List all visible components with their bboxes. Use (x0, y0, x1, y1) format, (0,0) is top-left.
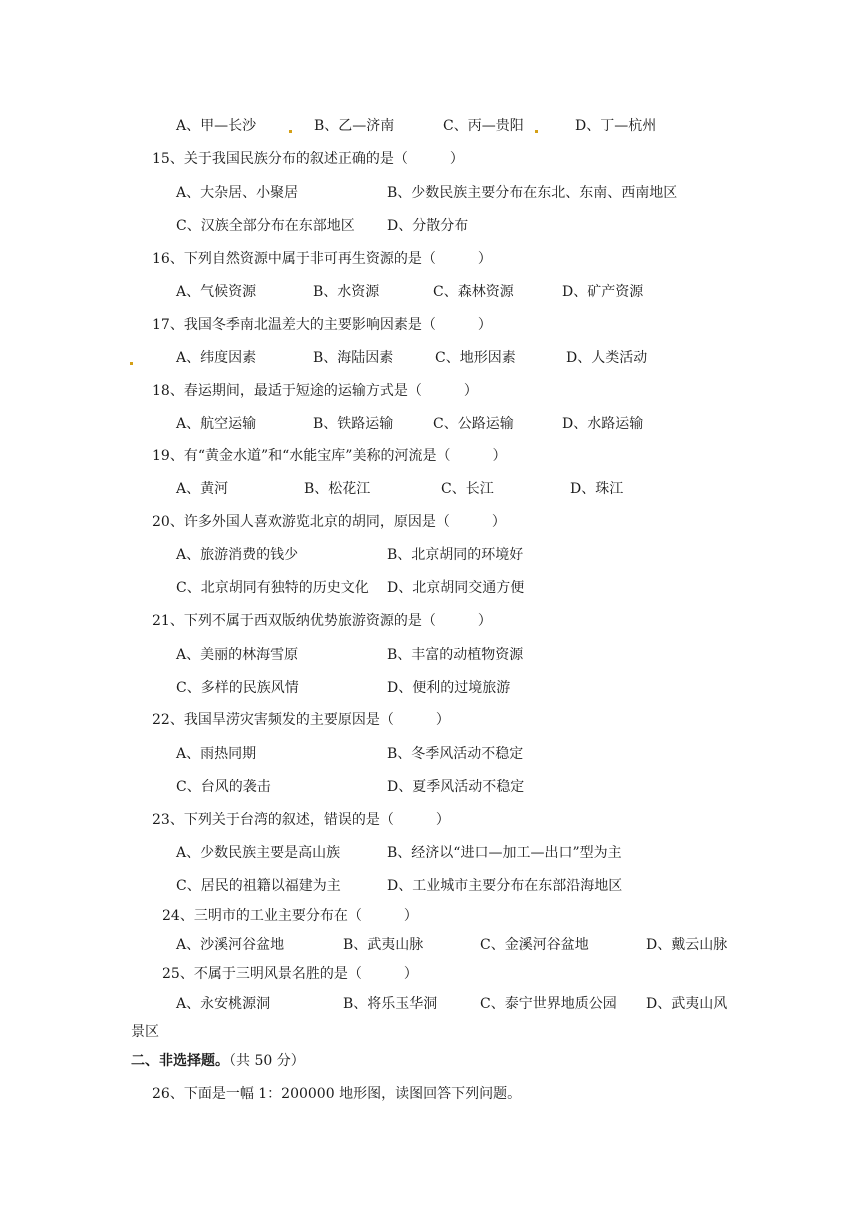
q21-option-d: D、便利的过境旅游 (387, 680, 511, 696)
q25-option-b: B、将乐玉华洞 (343, 996, 438, 1012)
section-score: （共 50 分） (229, 1053, 305, 1069)
q21-option-c: C、多样的民族风情 (176, 680, 299, 696)
q23-option-d: D、工业城市主要分布在东部沿海地区 (387, 878, 623, 894)
q15-option-c: C、汉族全部分布在东部地区 (176, 218, 355, 234)
q18-option-b: B、铁路运输 (313, 416, 394, 432)
q17-option-d: D、人类活动 (566, 350, 648, 366)
q19-option-c: C、长江 (441, 481, 494, 497)
q23-option-b: B、经济以“进口—加工—出口”型为主 (387, 845, 622, 861)
q20-option-a: A、旅游消费的钱少 (176, 547, 299, 563)
q19-option-a: A、黄河 (176, 481, 229, 497)
q22-option-c: C、台风的袭击 (176, 779, 271, 795)
q22-option-b: B、冬季风活动不稳定 (387, 746, 524, 762)
q18-option-c: C、公路运输 (433, 416, 514, 432)
q17-stem: 17、我国冬季南北温差大的主要影响因素是（ ） (152, 317, 492, 333)
q22-option-d: D、夏季风活动不稳定 (387, 779, 525, 795)
q20-option-b: B、北京胡同的环境好 (387, 547, 524, 563)
print-speck (130, 362, 133, 365)
q21-stem: 21、下列不属于西双版纳优势旅游资源的是（ ） (152, 613, 492, 629)
q19-option-d: D、珠江 (570, 481, 624, 497)
q16-stem: 16、下列自然资源中属于非可再生资源的是（ ） (152, 251, 492, 267)
q24-option-c: C、金溪河谷盆地 (480, 937, 589, 953)
q20-option-c: C、北京胡同有独特的历史文化 (176, 580, 369, 596)
q26-stem: 26、下面是一幅 1：200000 地形图，读图回答下列问题。 (152, 1086, 522, 1102)
q24-option-b: B、武夷山脉 (343, 937, 424, 953)
q16-option-a: A、气候资源 (176, 284, 257, 300)
print-speck (535, 130, 538, 133)
q22-stem: 22、我国旱涝灾害频发的主要原因是（ ） (152, 712, 450, 728)
q15-option-a: A、大杂居、小聚居 (176, 185, 299, 201)
q22-option-a: A、雨热同期 (176, 746, 257, 762)
q24-option-d: D、戴云山脉 (646, 937, 728, 953)
q23-stem: 23、下列关于台湾的叙述，错误的是（ ） (152, 812, 450, 828)
q23-option-c: C、居民的祖籍以福建为主 (176, 878, 341, 894)
q19-option-b: B、松花江 (304, 481, 371, 497)
q18-option-d: D、水路运输 (562, 416, 644, 432)
q20-option-d: D、北京胡同交通方便 (387, 580, 525, 596)
q15-stem: 15、关于我国民族分布的叙述正确的是（ ） (152, 151, 464, 167)
q17-option-a: A、纬度因素 (176, 350, 257, 366)
q23-option-a: A、少数民族主要是高山族 (176, 845, 341, 861)
section-title: 二、非选择题。 (131, 1053, 229, 1069)
q25-option-a: A、永安桃源洞 (176, 996, 271, 1012)
q14-option-c: C、丙—贵阳 (443, 118, 524, 134)
q14-option-b: B、乙—济南 (314, 118, 395, 134)
q14-option-d: D、丁—杭州 (575, 118, 657, 134)
section-heading (131, 1052, 305, 1070)
q24-stem: 24、三明市的工业主要分布在（ ） (162, 908, 418, 924)
q17-option-b: B、海陆因素 (313, 350, 394, 366)
print-speck (289, 130, 292, 133)
q16-option-c: C、森林资源 (433, 284, 514, 300)
q21-option-a: A、美丽的林海雪原 (176, 647, 299, 663)
q15-option-d: D、分散分布 (387, 218, 469, 234)
q19-stem: 19、有“黄金水道”和“水能宝库”美称的河流是（ ） (152, 448, 507, 464)
q21-option-b: B、丰富的动植物资源 (387, 647, 524, 663)
q16-option-b: B、水资源 (313, 284, 380, 300)
q17-option-c: C、地形因素 (435, 350, 516, 366)
q25-option-d-continuation: 景区 (131, 1024, 159, 1040)
q14-option-a: A、甲—长沙 (176, 118, 257, 134)
q15-option-b: B、少数民族主要分布在东北、东南、西南地区 (387, 185, 678, 201)
q18-option-a: A、航空运输 (176, 416, 257, 432)
q25-stem: 25、不属于三明风景名胜的是（ ） (162, 966, 418, 982)
q16-option-d: D、矿产资源 (562, 284, 644, 300)
q18-stem: 18、春运期间，最适于短途的运输方式是（ ） (152, 383, 478, 399)
q24-option-a: A、沙溪河谷盆地 (176, 937, 285, 953)
q25-option-c: C、泰宁世界地质公园 (480, 996, 617, 1012)
q25-option-d: D、武夷山风 (646, 996, 728, 1012)
q20-stem: 20、许多外国人喜欢游览北京的胡同，原因是（ ） (152, 514, 506, 530)
